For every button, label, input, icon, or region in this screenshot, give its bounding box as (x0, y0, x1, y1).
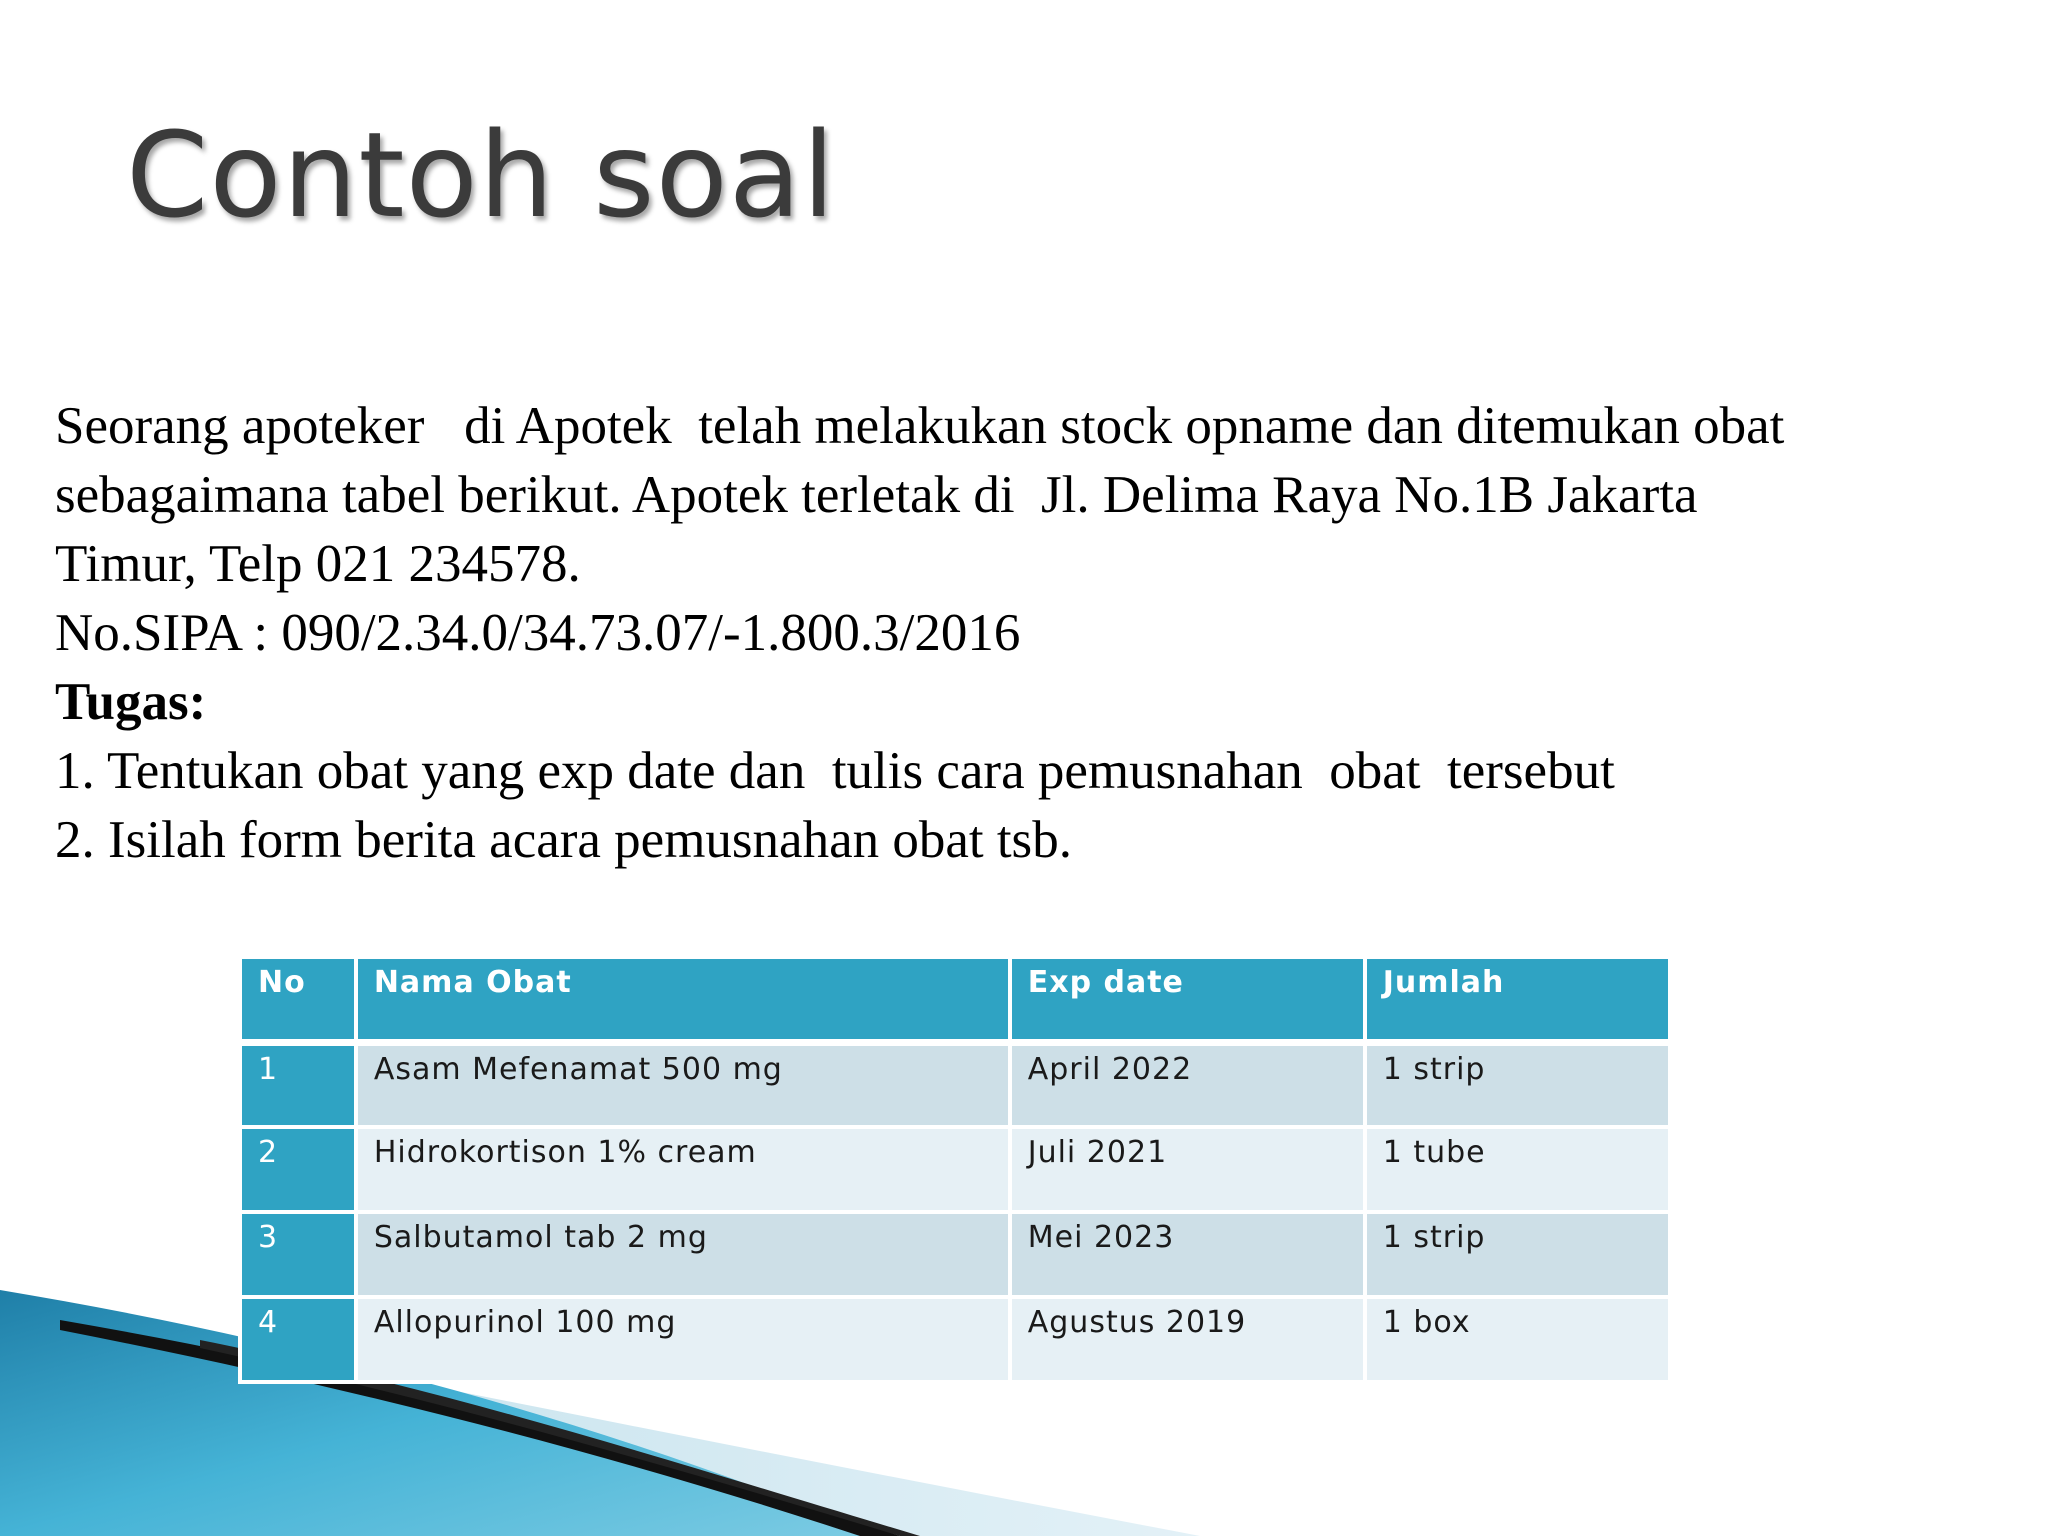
table-row (240, 1212, 1670, 1297)
medicine-table (238, 955, 1672, 1384)
paragraph-line: Timur, Telp 021 234578. (55, 535, 581, 593)
cell-exp-date: Agustus 2019 (1010, 1297, 1365, 1382)
task-item: 2. Isilah form berita acara pemusnahan obat tsb. (55, 811, 1072, 869)
paragraph-line: Seorang apoteker di Apotek telah melakukan stock opname dan ditemukan obat (55, 397, 1785, 455)
header-jumlah: Jumlah (1365, 957, 1670, 1042)
cell-no: 4 (240, 1297, 356, 1382)
table-row (240, 1297, 1670, 1382)
problem-description (55, 392, 1995, 875)
task-item: 1. Tentukan obat yang exp date dan tulis cara pemusnahan obat tersebut (55, 742, 1615, 800)
table-row (240, 1127, 1670, 1212)
cell-exp-date: Juli 2021 (1010, 1127, 1365, 1212)
header-no: No (240, 957, 356, 1042)
cell-jumlah: 1 strip (1365, 1042, 1670, 1127)
paragraph-line: sebagaimana tabel berikut. Apotek terletak di Jl. Delima Raya No.1B Jakarta (55, 466, 1698, 524)
sipa-number: No.SIPA : 090/2.34.0/34.73.07/-1.800.3/2016 (55, 604, 1021, 662)
table-row (240, 1042, 1670, 1127)
cell-exp-date: Mei 2023 (1010, 1212, 1365, 1297)
header-exp-date: Exp date (1010, 957, 1365, 1042)
cell-nama-obat: Hidrokortison 1% cream (356, 1127, 1010, 1212)
slide-title: Contoh soal (126, 106, 836, 244)
cell-no: 2 (240, 1127, 356, 1212)
cell-jumlah: 1 box (1365, 1297, 1670, 1382)
cell-jumlah: 1 strip (1365, 1212, 1670, 1297)
cell-exp-date: April 2022 (1010, 1042, 1365, 1127)
cell-nama-obat: Salbutamol tab 2 mg (356, 1212, 1010, 1297)
cell-nama-obat: Asam Mefenamat 500 mg (356, 1042, 1010, 1127)
cell-jumlah: 1 tube (1365, 1127, 1670, 1212)
cell-nama-obat: Allopurinol 100 mg (356, 1297, 1010, 1382)
cell-no: 3 (240, 1212, 356, 1297)
task-heading: Tugas: (55, 673, 207, 731)
header-nama-obat: Nama Obat (356, 957, 1010, 1042)
table-header-row (240, 957, 1670, 1042)
cell-no: 1 (240, 1042, 356, 1127)
